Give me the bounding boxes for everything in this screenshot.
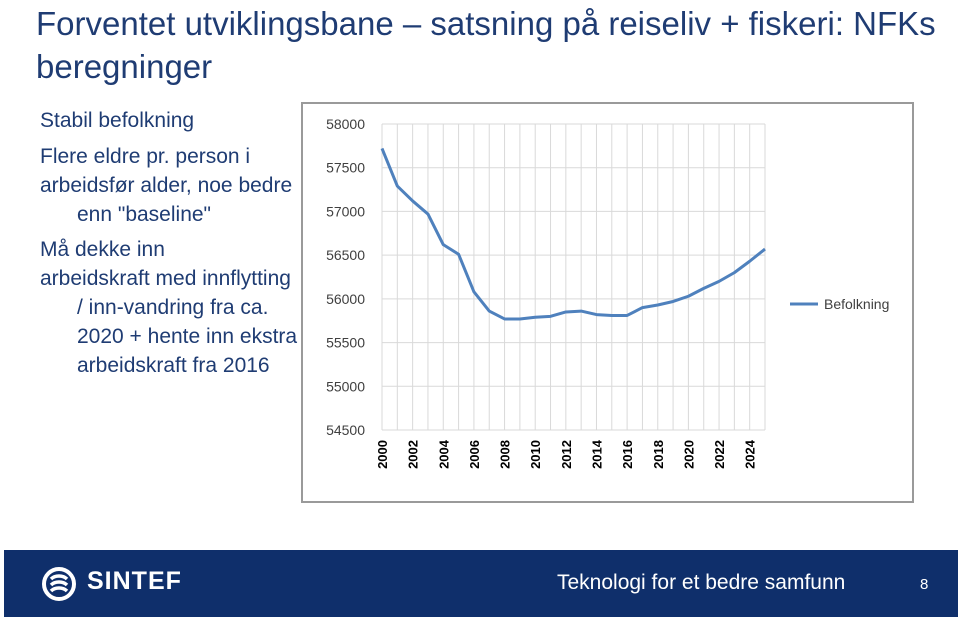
bullet-3: Må dekke inn	[40, 238, 165, 261]
population-line-chart	[303, 104, 912, 501]
x-tick-label: 2008	[497, 440, 513, 469]
sintef-logo-icon	[41, 566, 77, 602]
bullet-2: Flere eldre pr. person i	[40, 145, 251, 168]
x-tick-label: 2010	[528, 440, 544, 469]
x-tick-label: 2024	[742, 440, 758, 469]
y-tick-label: 57000	[326, 203, 365, 220]
x-tick-label: 2018	[650, 440, 666, 469]
sintef-logo-text: SINTEF	[87, 567, 182, 595]
bullet-2-continuation: arbeidsfør alder, noe bedre enn "baseline"	[40, 174, 293, 226]
y-tick-label: 54500	[326, 422, 365, 438]
footer-tagline: Teknologi for et bedre samfunn	[557, 571, 846, 594]
slide-title: Forventet utviklingsbane – satsning på reiseliv + fiskeri: NFKs beregninger	[36, 5, 936, 85]
bullet-3-continuation: arbeidskraft med innflytting / inn-vandring fra ca. 2020 + hente inn ekstra arbeidskraft fra 2016	[40, 267, 298, 377]
bullet-list	[40, 106, 300, 380]
y-tick-label: 58000	[326, 116, 365, 132]
footer-bar	[4, 550, 958, 617]
y-tick-label: 56000	[326, 290, 365, 307]
x-tick-label: 2004	[436, 440, 452, 469]
x-tick-label: 2002	[405, 440, 421, 469]
chart-frame	[301, 102, 914, 503]
x-tick-label: 2022	[712, 440, 728, 469]
y-tick-label: 55000	[326, 378, 365, 395]
x-tick-label: 2014	[589, 440, 605, 469]
x-tick-label: 2020	[681, 440, 697, 469]
x-tick-label: 2006	[466, 440, 482, 469]
x-tick-label: 2016	[620, 440, 636, 469]
y-tick-label: 55500	[326, 334, 365, 351]
bullet-1: Stabil befolkning	[40, 109, 195, 132]
page-number: 8	[920, 576, 929, 593]
y-tick-label: 56500	[326, 247, 365, 264]
x-tick-label: 2012	[558, 440, 574, 469]
y-tick-label: 57500	[326, 159, 365, 176]
legend-label: Befolkning	[824, 296, 890, 312]
series-line-befolkning	[382, 148, 765, 318]
x-tick-label: 2000	[375, 440, 390, 469]
